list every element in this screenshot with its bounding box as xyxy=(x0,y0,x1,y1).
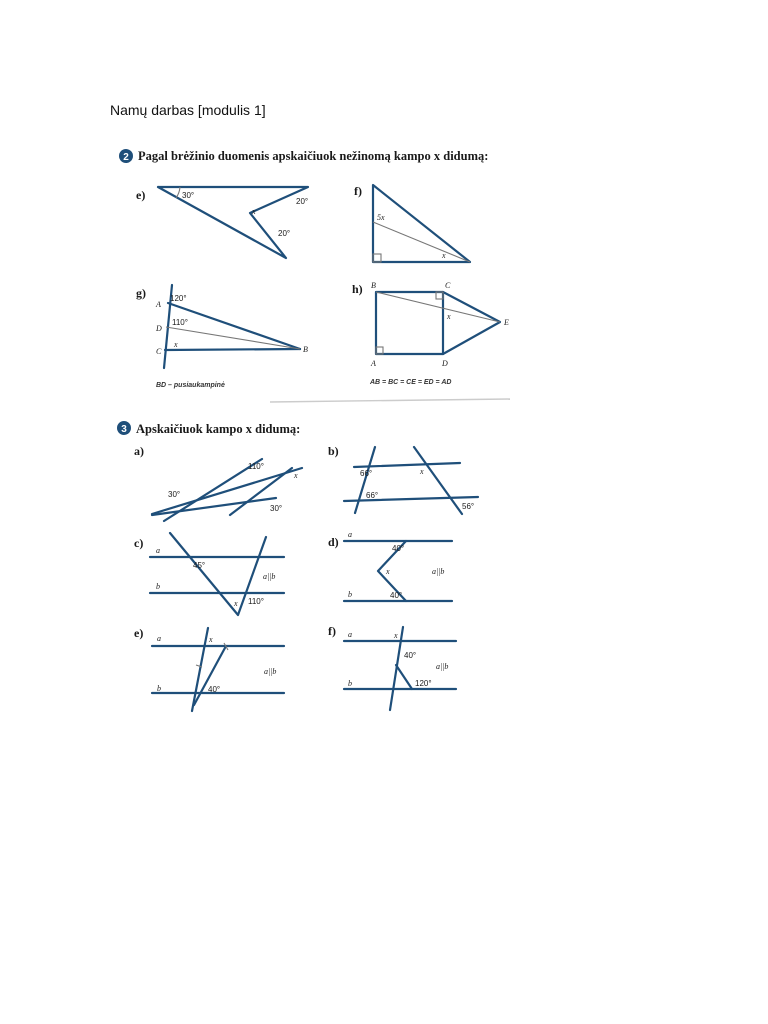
diagram-3c-parallel: a||b xyxy=(263,572,276,581)
diagram-2e-angle-3: 20° xyxy=(278,229,291,238)
diagram-2e-x: x xyxy=(252,207,256,216)
diagram-3b-label: b) xyxy=(328,444,339,458)
diagram-2f-x: x xyxy=(442,251,446,260)
diagram-2e-angle-1: 30° xyxy=(182,191,195,200)
diagram-3f-parallel: a||b xyxy=(436,662,449,671)
diagram-2g-note: BD – pusiaukampinė xyxy=(156,382,225,389)
diagram-3c-line-b: b xyxy=(156,582,160,591)
diagram-3a-x: x xyxy=(294,471,298,480)
diagram-3c-angle-110: 110° xyxy=(248,597,264,606)
section-divider xyxy=(270,399,510,402)
diagram-2g-point-b: B xyxy=(303,345,308,354)
diagram-3c-label: c) xyxy=(134,536,144,550)
task-2-number: 2 xyxy=(123,152,129,163)
diagram-2h-point-b: B xyxy=(371,281,376,290)
task-3-title: Apskaičiuok kampo x didumą: xyxy=(136,422,301,436)
diagram-2g-point-d: D xyxy=(156,324,162,333)
diagram-3b xyxy=(328,444,478,514)
diagram-2g-x: x xyxy=(174,340,178,349)
diagram-3b-angle-66-top: 66° xyxy=(360,469,373,478)
diagram-3f-angle-40: 40° xyxy=(404,651,417,660)
diagram-3d-angle-40-bottom: 40° xyxy=(390,591,403,600)
diagram-2h-label: h) xyxy=(352,282,363,296)
diagram-3b-angle-56: 56° xyxy=(462,502,475,511)
diagram-2g-point-c: C xyxy=(156,347,162,356)
diagram-3c xyxy=(134,533,284,615)
diagram-3d xyxy=(328,530,452,601)
diagram-3b-angle-66-bottom: 66° xyxy=(366,491,379,500)
diagram-2h xyxy=(352,281,509,386)
task-3-number: 3 xyxy=(121,424,127,435)
worksheet-scan xyxy=(110,125,520,715)
diagram-2g-label: g) xyxy=(136,286,146,300)
diagram-3d-parallel: a||b xyxy=(432,567,445,576)
diagram-3c-angle-45: 45° xyxy=(193,561,206,570)
diagram-2g xyxy=(136,285,308,389)
diagram-3f-label: f) xyxy=(328,624,336,638)
diagram-3d-label: d) xyxy=(328,535,339,549)
diagram-3e-x: x xyxy=(209,635,213,644)
diagram-2g-point-a: A xyxy=(156,300,161,309)
diagram-3a-label: a) xyxy=(134,444,144,458)
diagram-2f xyxy=(354,184,470,262)
diagram-3c-x: x xyxy=(234,599,238,608)
diagram-3d-x: x xyxy=(386,567,390,576)
diagram-2h-point-d: D xyxy=(442,359,448,368)
diagram-3e-line-a: a xyxy=(157,634,161,643)
diagram-3e xyxy=(134,626,284,711)
diagram-3e-angle-40: 40° xyxy=(208,685,221,694)
diagram-3f-angle-120: 120° xyxy=(415,679,432,688)
diagram-2h-x: x xyxy=(447,312,451,321)
diagram-2e xyxy=(136,187,308,258)
diagram-3f-line-a: a xyxy=(348,630,352,639)
diagram-3e-line-b: b xyxy=(157,684,161,693)
task-2-title: Pagal brėžinio duomenis apskaičiuok nežinomą kampo x didumą: xyxy=(138,149,489,163)
diagram-2e-label: e) xyxy=(136,188,146,202)
diagram-3d-line-b: b xyxy=(348,590,352,599)
diagram-3f-x: x xyxy=(394,631,398,640)
diagram-3d-angle-40-top: 40° xyxy=(392,544,405,553)
task-2-heading xyxy=(119,149,488,163)
page-title: Namų darbas [modulis 1] xyxy=(110,102,266,118)
diagram-2h-point-a: A xyxy=(371,359,376,368)
task-3-heading xyxy=(117,421,300,436)
diagram-3e-parallel: a||b xyxy=(264,667,277,676)
diagram-3a-angle-30-left: 30° xyxy=(168,490,181,499)
diagram-2h-note: AB = BC = CE = ED = AD xyxy=(370,379,452,386)
diagram-2g-angle-110: 110° xyxy=(172,318,188,327)
diagram-2f-label: f) xyxy=(354,184,362,198)
diagram-3b-x: x xyxy=(420,467,424,476)
diagram-2h-point-c: C xyxy=(445,281,451,290)
diagram-2e-angle-2: 20° xyxy=(296,197,309,206)
diagram-3e-label: e) xyxy=(134,626,144,640)
diagram-2g-angle-120: 120° xyxy=(170,294,187,303)
diagram-3f xyxy=(328,624,456,710)
diagram-2h-point-e: E xyxy=(504,318,509,327)
diagram-3a-angle-30-right: 30° xyxy=(270,504,283,513)
diagram-3a xyxy=(134,444,302,521)
diagram-3a-angle-110: 110° xyxy=(248,462,264,471)
diagram-3f-line-b: b xyxy=(348,679,352,688)
diagram-3d-line-a: a xyxy=(348,530,352,539)
diagram-2f-angle-5x: 5x xyxy=(377,213,385,222)
diagram-3c-line-a: a xyxy=(156,546,160,555)
